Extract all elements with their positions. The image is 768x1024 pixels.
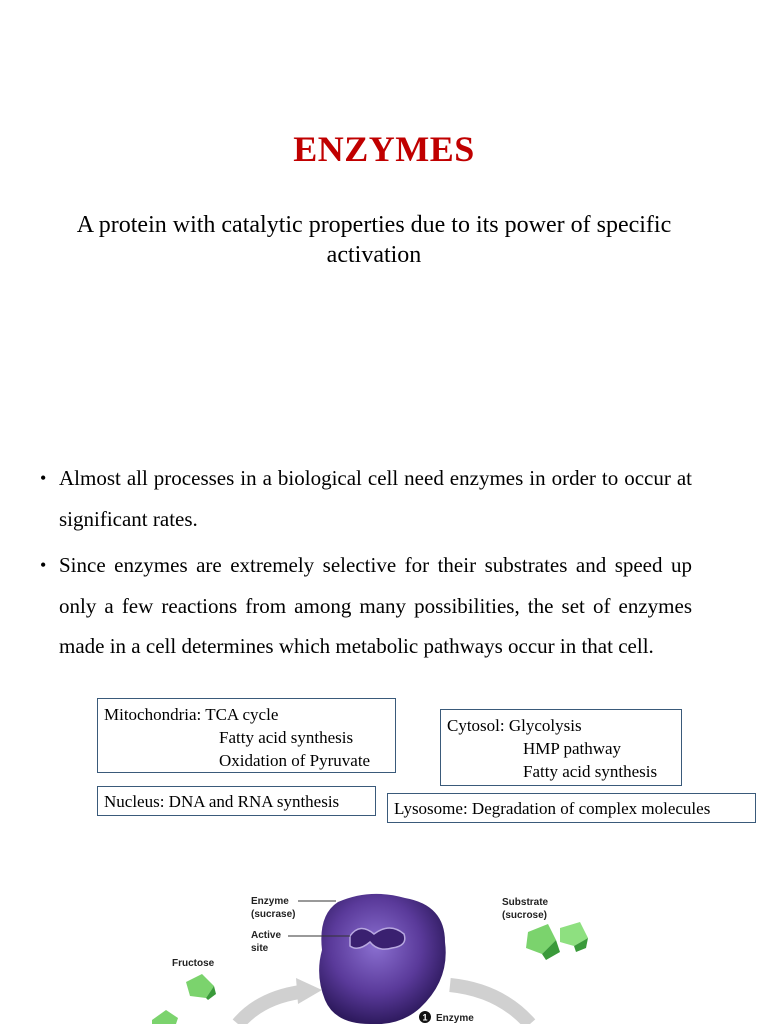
bullet-item: [40, 545, 692, 667]
mitochondria-box: [97, 698, 396, 773]
substrate-label-line2: (sucrose): [502, 910, 548, 921]
cytosol-line-3: Fatty acid synthesis: [523, 762, 658, 781]
cytosol-box: [440, 709, 682, 786]
active-site-shape: [350, 928, 405, 949]
enzyme-label-line1: Enzyme: [251, 896, 289, 907]
fructose-label: Fructose: [172, 958, 215, 969]
cytosol-line-2: HMP pathway: [523, 739, 622, 758]
fructose-shape: [186, 974, 216, 1000]
enzyme-label-line2: (sucrase): [251, 909, 296, 920]
substrate-shape: [526, 922, 588, 960]
slide-title: ENZYMES: [293, 129, 475, 169]
mitochondria-line-3: Oxidation of Pyruvate: [219, 751, 371, 770]
nucleus-label: Nucleus: DNA and RNA synthesis: [104, 792, 340, 811]
lysosome-box: [387, 793, 756, 823]
step-number: 1: [422, 1012, 428, 1023]
bullet-text: Almost all processes in a biological cell need enzymes in order to occur at significant rates.: [59, 466, 692, 531]
bullet-text: Since enzymes are extremely selective for their substrates and speed up only a few reactions from among many possibilities, the set of enzymes made in a cell determines which metabolic pathways occur in that cell.: [59, 553, 692, 658]
cytosol-label: Cytosol: Glycolysis: [447, 716, 582, 735]
substrate-label-line1: Substrate: [502, 897, 549, 908]
bullet-item: [40, 458, 692, 539]
glucose-shape: [152, 1010, 178, 1024]
bullet-icon: •: [40, 468, 47, 488]
enzyme-diagram: [0, 880, 768, 1024]
enzyme-shape: [319, 894, 446, 1024]
bullet-list: [40, 458, 692, 673]
lysosome-label: Lysosome: Degradation of complex molecules: [394, 799, 711, 818]
step-label: Enzyme: [436, 1013, 474, 1024]
cycle-arrow-left: [238, 992, 300, 1024]
mitochondria-label: Mitochondria: TCA cycle: [104, 705, 279, 724]
nucleus-box: [97, 786, 376, 816]
mitochondria-line-2: Fatty acid synthesis: [219, 728, 354, 747]
active-site-label-line2: site: [251, 943, 269, 954]
active-site-label-line1: Active: [251, 930, 282, 941]
slide-subtitle: A protein with catalytic properties due to its power of specific activation: [76, 212, 672, 268]
cycle-arrow-left-head: [296, 978, 322, 1004]
bullet-icon: •: [40, 555, 47, 575]
